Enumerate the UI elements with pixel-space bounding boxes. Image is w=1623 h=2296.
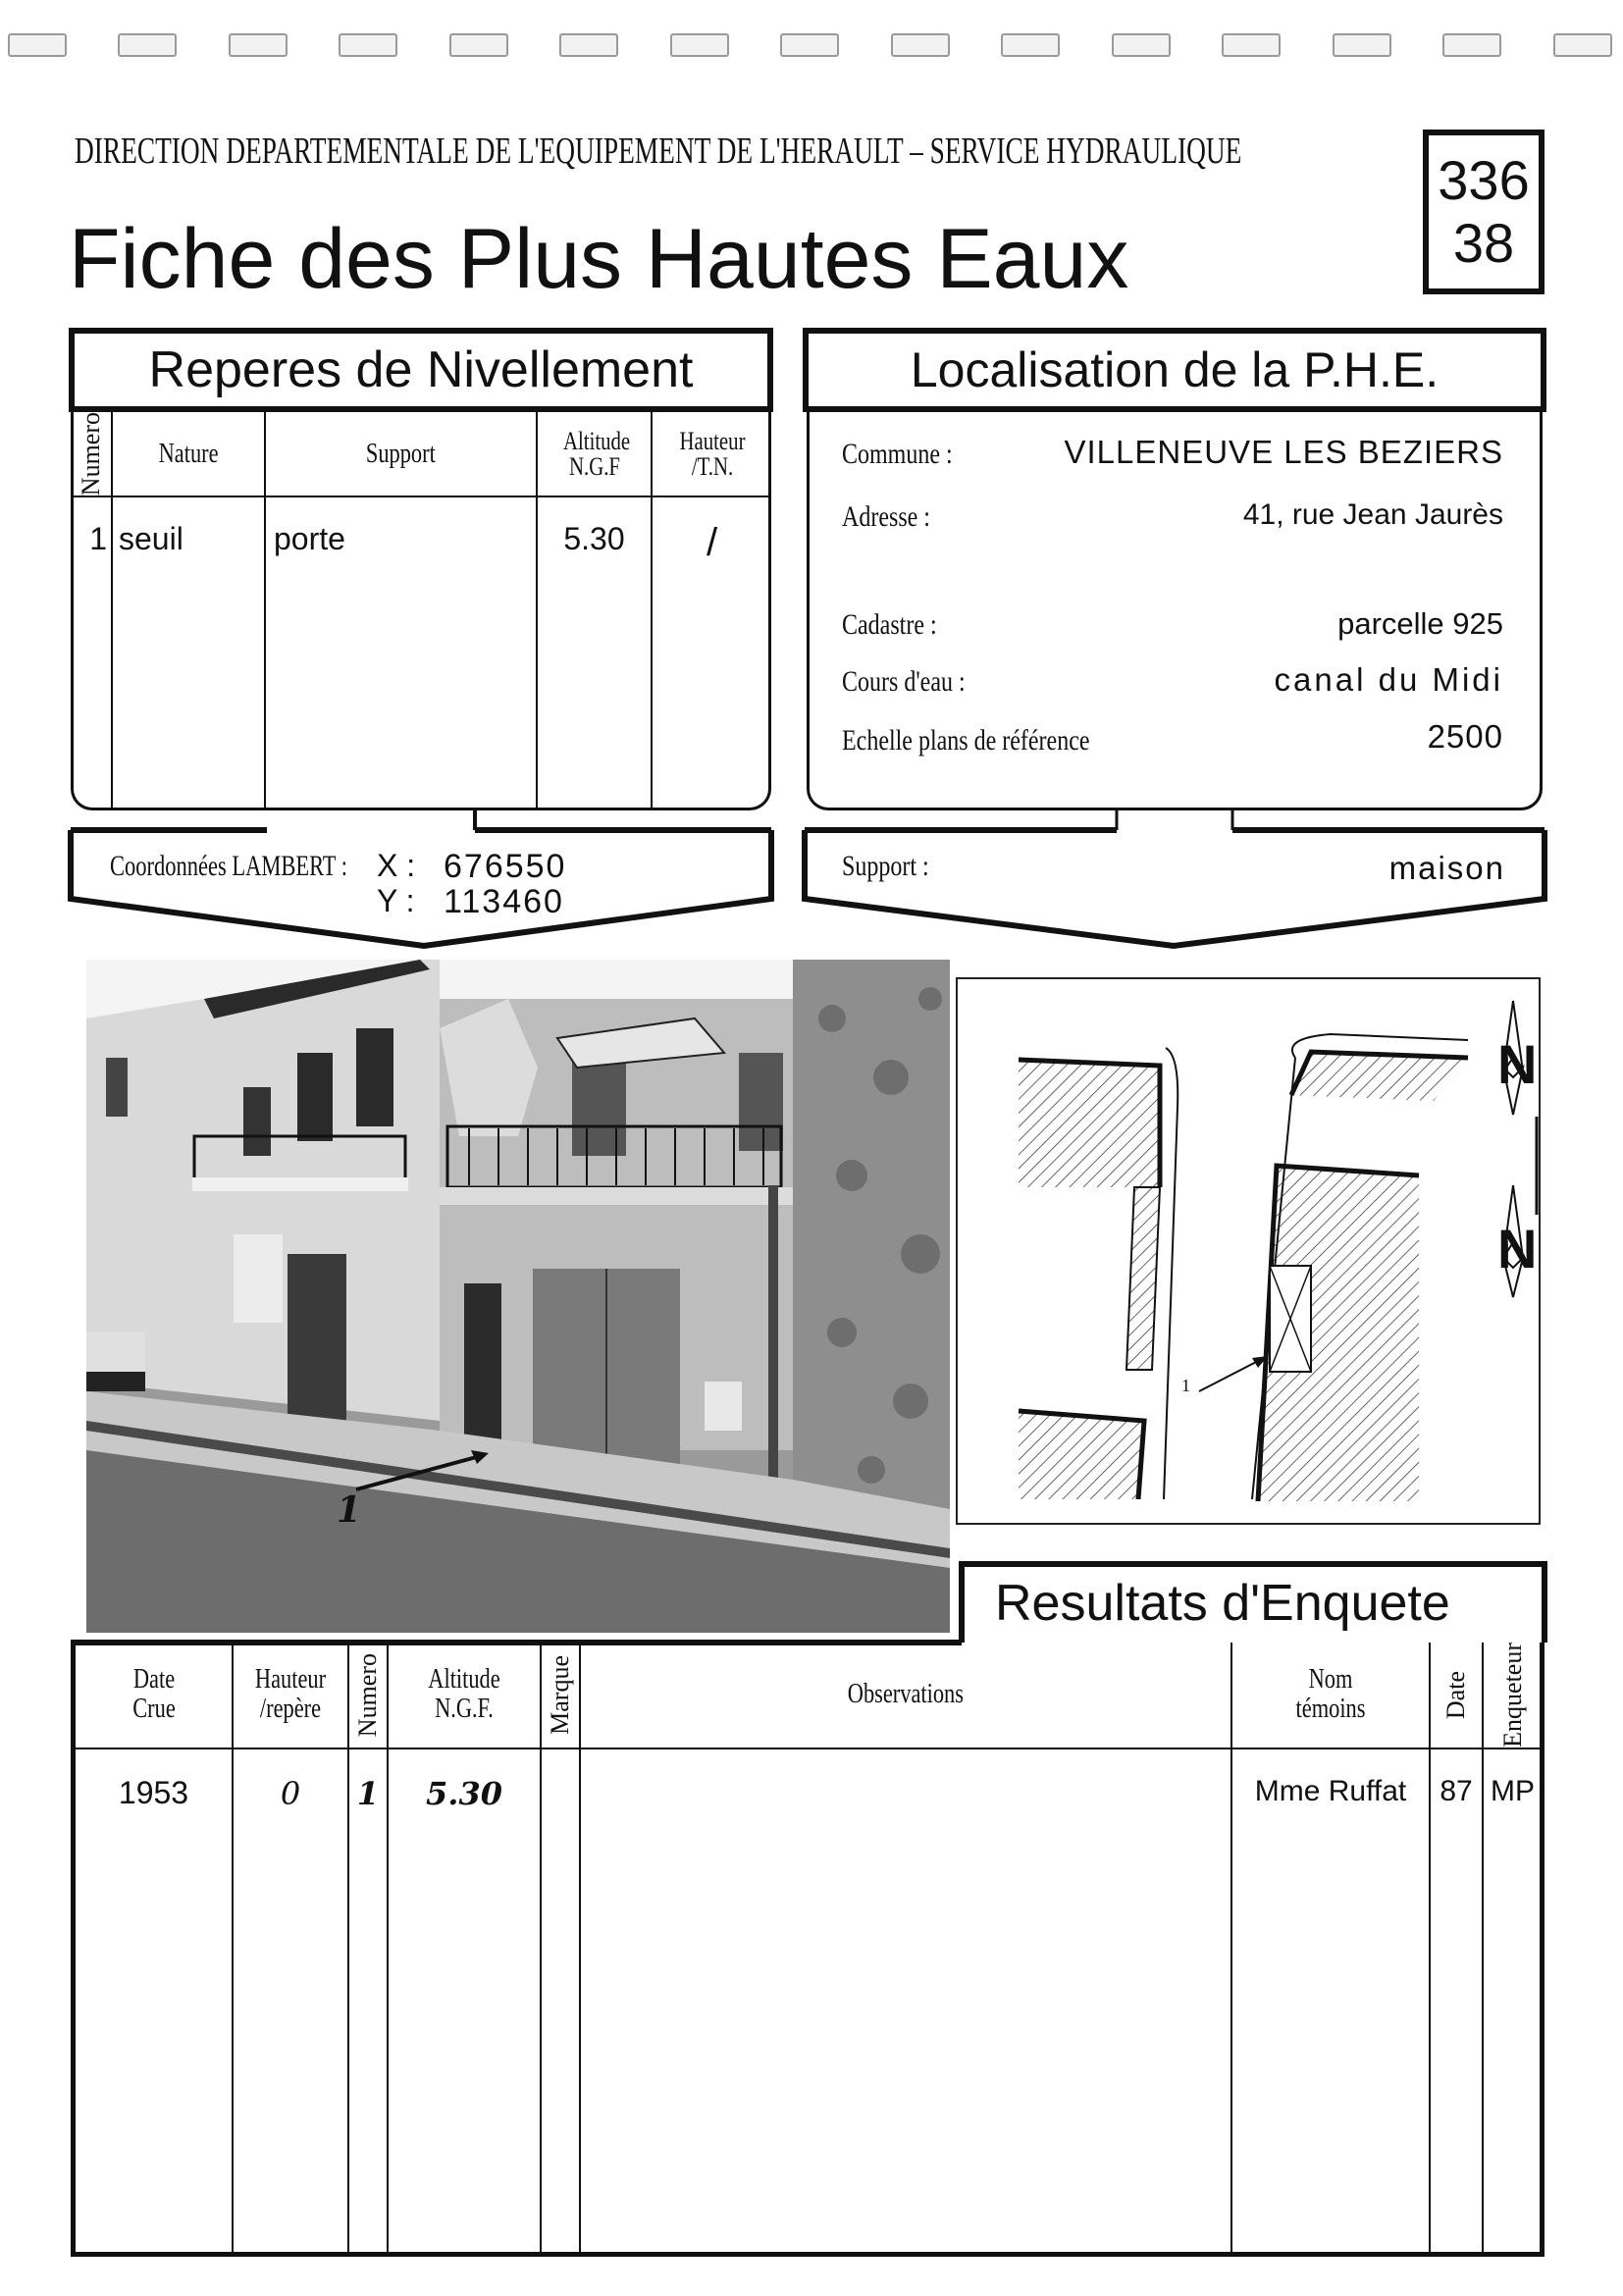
- resultats-table-frame: [71, 1643, 1544, 2257]
- adresse-value: 41, rue Jean Jaurès: [1242, 498, 1503, 531]
- lambert-label: Coordonnées LAMBERT :: [110, 850, 347, 882]
- row-altitude-ngf: 5.30: [388, 1748, 541, 2252]
- col-header-date: Date: [1430, 1643, 1483, 1748]
- col-header-observations: Observations: [580, 1643, 1231, 1748]
- col-header-nature: Nature: [112, 412, 265, 496]
- col-header-hauteur-repere: Hauteur /repère: [233, 1643, 348, 1748]
- adresse-label: Adresse :: [842, 500, 930, 533]
- lambert-y-label: Y :: [377, 883, 415, 918]
- row-nature: seuil: [112, 496, 265, 810]
- reference-number: 336: [1438, 149, 1530, 211]
- row-numero: 1: [348, 1748, 388, 2252]
- echelle-label: Echelle plans de référence: [842, 724, 1090, 757]
- agency-header: DIRECTION DEPARTEMENTALE DE L'EQUIPEMENT DE L'HERAULT – SERVICE HYDRAULIQUE: [75, 130, 1242, 172]
- cours-eau-value: canal du Midi: [1274, 661, 1503, 698]
- plan-marker: 1: [1181, 1376, 1190, 1395]
- cours-eau-label: Cours d'eau :: [842, 665, 966, 698]
- localisation-section-title: Localisation de la P.H.E.: [910, 342, 1440, 397]
- north-label-2: N: [1497, 1218, 1538, 1279]
- col-header-altitude-ngf: Altitude N.G.F.: [388, 1643, 541, 1748]
- col-header-nom-temoins: Nom témoins: [1231, 1643, 1430, 1748]
- row-date: 87: [1430, 1748, 1483, 2252]
- col-header-date-crue: Date Crue: [76, 1643, 233, 1748]
- north-label: N: [1497, 1033, 1538, 1095]
- col-header-numero-resultats: Numero: [348, 1643, 388, 1748]
- resultats-section-title: Resultats d'Enquete: [995, 1575, 1450, 1632]
- row-hauteur: /: [652, 496, 771, 810]
- cadastre-value: parcelle 925: [1337, 606, 1503, 641]
- row-hauteur-repere: 0: [233, 1748, 348, 2252]
- col-header-support: Support: [265, 412, 537, 496]
- row-marque: [541, 1748, 580, 2252]
- row-support: porte: [265, 496, 537, 810]
- support-value: maison: [1388, 850, 1505, 886]
- col-header-hauteur: Hauteur /T.N.: [652, 412, 771, 496]
- resultats-table: [76, 1643, 1542, 2252]
- row-observations: [580, 1748, 1231, 2252]
- row-numero: 1: [71, 496, 112, 810]
- reference-sub-number: 38: [1452, 212, 1515, 274]
- lambert-y-value: 113460: [444, 883, 564, 920]
- lambert-x-value: 676550: [444, 848, 567, 885]
- row-nom-temoins: Mme Ruffat: [1231, 1748, 1430, 2252]
- col-header-marque: Marque: [541, 1643, 580, 1748]
- col-header-enqueteur: Enqueteur: [1483, 1643, 1542, 1748]
- echelle-value: 2500: [1427, 718, 1503, 755]
- page-title: Fiche des Plus Hautes Eaux: [69, 212, 1129, 306]
- cadastre-label: Cadastre :: [842, 608, 937, 641]
- row-altitude: 5.30: [537, 496, 652, 810]
- lambert-x-label: X :: [377, 848, 416, 883]
- row-date-crue: 1953: [76, 1748, 233, 2252]
- commune-value: VILLENEUVE LES BEZIERS: [1064, 434, 1503, 470]
- table-row: [76, 1748, 1542, 2252]
- row-enqueteur: MP: [1483, 1748, 1542, 2252]
- reperes-section-title: Reperes de Nivellement: [148, 341, 694, 398]
- commune-label: Commune :: [842, 438, 953, 470]
- support-label: Support :: [842, 850, 929, 882]
- photo-marker: 1: [337, 1489, 362, 1531]
- col-header-numero: Numero: [71, 412, 112, 496]
- col-header-altitude: Altitude N.G.F: [537, 412, 652, 496]
